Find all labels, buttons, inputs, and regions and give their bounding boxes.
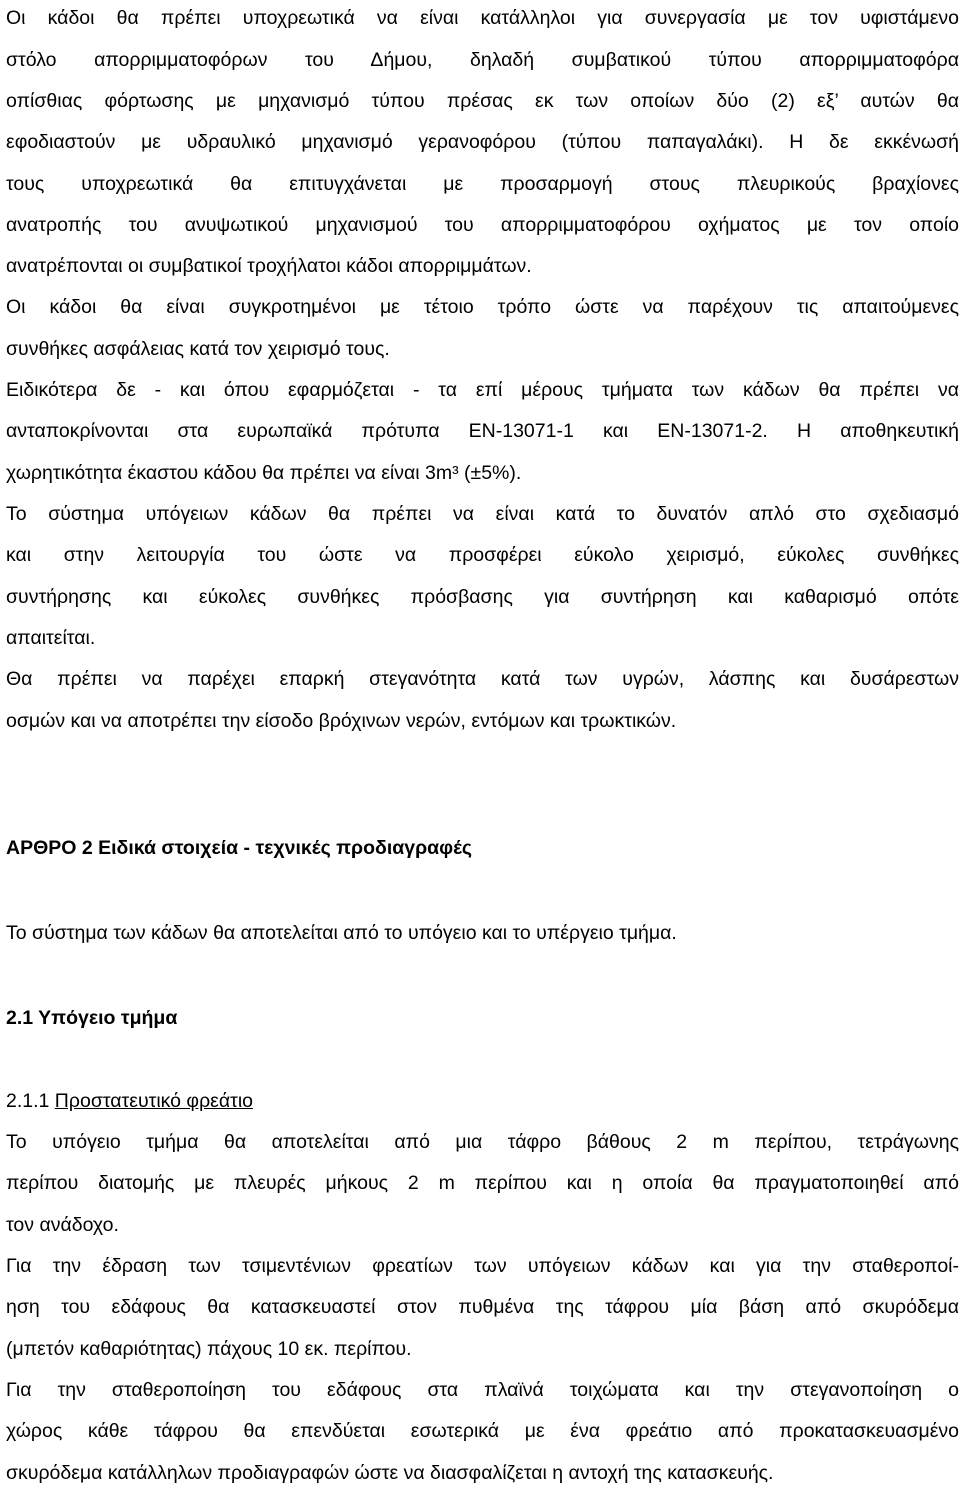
paragraph-line: στόλο απορριμματοφόρων του Δήμου, δηλαδή συμβατικού τύπου απορριμματοφόρα [6, 49, 959, 71]
paragraph-line: τον ανάδοχο. [6, 1214, 119, 1236]
paragraph-line: χώρος κάθε τάφρου θα επενδύεται εσωτερικά με ένα φρεάτιο από προκατασκευασμένο [6, 1420, 959, 1442]
paragraph-line: Το υπόγειο τμήμα θα αποτελείται από μια τάφρο βάθους 2 m περίπου, τετράγωνης [6, 1131, 959, 1153]
article-heading: ΑΡΘΡΟ 2 Ειδικά στοιχεία - τεχνικές προδιαγραφές [6, 837, 473, 859]
paragraph-line: Ειδικότερα δε - και όπου εφαρμόζεται - τα επί μέρους τμήματα των κάδων θα πρέπει να [6, 379, 959, 401]
paragraph-line: Το σύστημα υπόγειων κάδων θα πρέπει να είναι κατά το δυνατόν απλό στο σχεδιασμό [6, 503, 959, 525]
paragraph-line: οσμών και να αποτρέπει την είσοδο βρόχινων νερών, εντόμων και τρωκτικών. [6, 710, 677, 732]
paragraph-line: συνθήκες ασφάλειας κατά τον χειρισμό τους. [6, 338, 390, 360]
paragraph-line: περίπου διατομής με πλευρές μήκους 2 m περίπου και η οποία θα πραγματοποιηθεί από [6, 1172, 959, 1194]
paragraph-line: (μπετόν καθαριότητας) πάχους 10 εκ. περίπου. [6, 1338, 412, 1360]
subsubsection-heading [6, 1086, 253, 1116]
paragraph-line: και στην λειτουργία του ώστε να προσφέρει εύκολο χειρισμό, εύκολες συνθήκες [6, 544, 959, 566]
paragraph-line: ανταποκρίνονται στα ευρωπαϊκά πρότυπα ΕΝ-13071-1 και ΕΝ-13071-2. Η αποθηκευτική [6, 420, 959, 442]
paragraph-line: Θα πρέπει να παρέχει επαρκή στεγανότητα κατά των υγρών, λάσπης και δυσάρεστων [6, 668, 959, 690]
paragraph-line: συντήρησης και εύκολες συνθήκες πρόσβασης για συντήρηση και καθαρισμό οπότε [6, 586, 959, 608]
paragraph-line: σκυρόδεμα κατάλληλων προδιαγραφών ώστε να διασφαλίζεται η αντοχή της κατασκευής. [6, 1462, 774, 1484]
paragraph-line: ανατροπής του ανυψωτικού μηχανισμού του απορριμματοφόρου οχήματος με τον οποίο [6, 214, 959, 236]
subsection-heading: 2.1 Υπόγειο τμήμα [6, 1007, 178, 1029]
paragraph-line: Οι κάδοι θα πρέπει υποχρεωτικά να είναι κατάλληλοι για συνεργασία με τον υφιστάμενο [6, 7, 959, 29]
paragraph-line: οπίσθιας φόρτωσης με μηχανισμό τύπου πρέσας εκ των οποίων δύο (2) εξ’ αυτών θα [6, 90, 959, 112]
paragraph-line: Για την έδραση των τσιμεντένιων φρεατίων των υπόγειων κάδων και για την σταθεροποί- [6, 1255, 959, 1277]
paragraph-line: ηση του εδάφους θα κατασκευαστεί στον πυθμένα της τάφρου μία βάση από σκυρόδεμα [6, 1296, 959, 1318]
subsubsection-title: Προστατευτικό φρεάτιο [54, 1090, 254, 1112]
paragraph-line: ανατρέπονται οι συμβατικοί τροχήλατοι κάδοι απορριμμάτων. [6, 255, 532, 277]
paragraph-line: τους υποχρεωτικά θα επιτυγχάνεται με προσαρμογή στους πλευρικούς βραχίονες [6, 173, 959, 195]
paragraph-line: Για την σταθεροποίηση του εδάφους στα πλαϊνά τοιχώματα και την στεγανοποίηση ο [6, 1379, 959, 1401]
paragraph-line: εφοδιαστούν με υδραυλικό μηχανισμό γερανοφόρου (τύπου παπαγαλάκι). Η δε εκκένωσή [6, 131, 959, 153]
paragraph-line: χωρητικότητα έκαστου κάδου θα πρέπει να είναι 3m³ (±5%). [6, 462, 522, 484]
paragraph-line: απαιτείται. [6, 627, 96, 649]
paragraph-line: Οι κάδοι θα είναι συγκροτημένοι με τέτοιο τρόπο ώστε να παρέχουν τις απαιτούμενες [6, 296, 959, 318]
subsubsection-number: 2.1.1 [6, 1090, 55, 1112]
article-intro: Το σύστημα των κάδων θα αποτελείται από το υπόγειο και το υπέργειο τμήμα. [6, 922, 677, 944]
